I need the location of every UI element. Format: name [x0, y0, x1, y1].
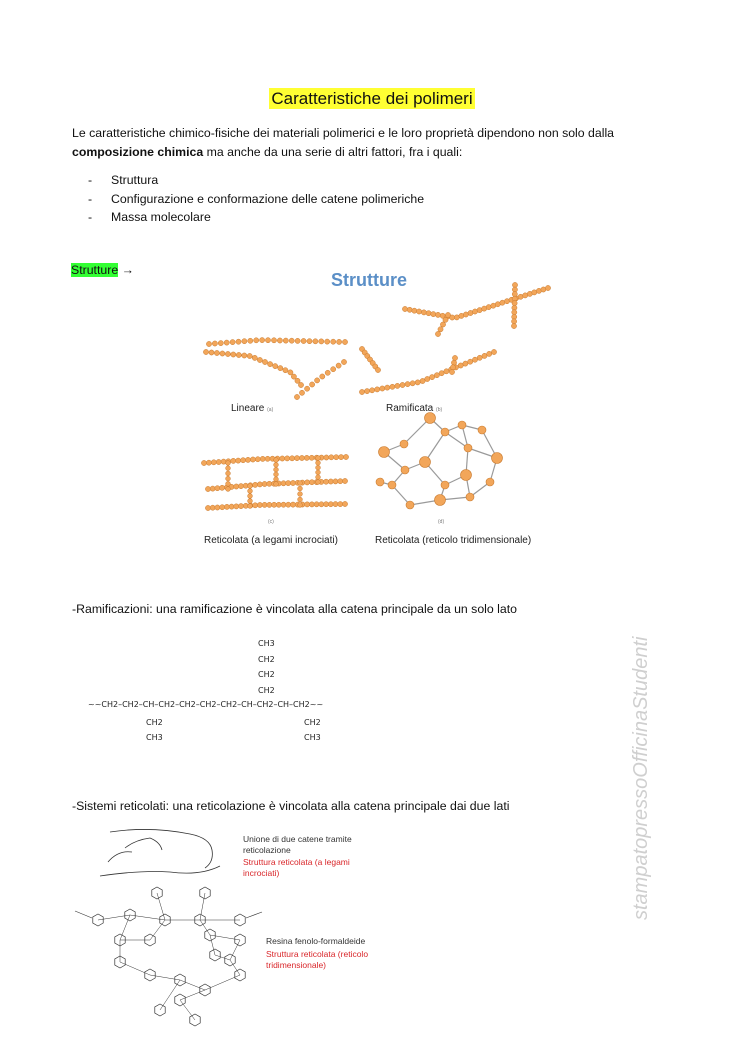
bead	[511, 323, 516, 328]
bead	[545, 285, 550, 290]
bead	[328, 479, 333, 484]
bead	[316, 460, 321, 465]
bead	[285, 456, 290, 461]
bead	[262, 502, 267, 507]
bead	[375, 367, 380, 372]
bead	[329, 455, 334, 460]
bead	[324, 479, 329, 484]
bead	[226, 481, 231, 486]
bead	[248, 494, 253, 499]
bead	[216, 459, 221, 464]
bead	[482, 353, 487, 358]
bead	[226, 476, 231, 481]
bead	[435, 312, 440, 317]
bead	[421, 310, 426, 315]
bead	[260, 456, 265, 461]
bead	[218, 341, 223, 346]
list-item: - Struttura	[88, 171, 424, 190]
bead	[430, 375, 435, 380]
caption-letter-b: (b)	[436, 407, 443, 413]
sketch-line	[246, 912, 262, 918]
bead	[231, 458, 236, 463]
network-node	[492, 453, 503, 464]
bead	[214, 350, 219, 355]
bead	[491, 349, 496, 354]
chem-ch2: CH2	[258, 685, 275, 695]
bead	[316, 465, 321, 470]
bead	[274, 467, 279, 472]
bead	[452, 355, 457, 360]
bead	[438, 327, 443, 332]
sketch-line	[160, 980, 180, 1010]
bead	[298, 486, 303, 491]
note-red-2: Struttura reticolata (reticolo tridimensionale)	[266, 949, 369, 970]
bead	[231, 352, 236, 357]
bead	[395, 383, 400, 388]
bead	[281, 481, 286, 486]
bead	[229, 504, 234, 509]
watermark	[630, 540, 660, 920]
bead	[298, 503, 303, 508]
intro-bold: composizione chimica	[72, 145, 204, 159]
bead	[342, 478, 347, 483]
sketch-line	[180, 1000, 195, 1020]
bead	[260, 338, 265, 343]
bead	[205, 505, 210, 510]
bead	[224, 504, 229, 509]
bead	[289, 338, 294, 343]
bead	[236, 458, 241, 463]
bead	[407, 307, 412, 312]
bead	[245, 457, 250, 462]
sketch-line	[150, 920, 165, 940]
sketch-line	[100, 866, 220, 876]
bead	[370, 388, 375, 393]
network-node	[400, 440, 408, 448]
bead	[226, 471, 231, 476]
bead	[241, 458, 246, 463]
bead	[288, 370, 293, 375]
bead	[274, 458, 279, 463]
bead	[274, 462, 279, 467]
bead	[255, 457, 260, 462]
network-node	[388, 481, 396, 489]
bead	[338, 479, 343, 484]
sketch-line	[215, 955, 230, 960]
bead	[226, 487, 231, 492]
bead	[201, 460, 206, 465]
bead	[299, 455, 304, 460]
bead	[331, 339, 336, 344]
caption-reticolata-b: Reticolata (reticolo tridimensionale)	[375, 535, 532, 546]
bead	[257, 357, 262, 362]
bead	[333, 502, 338, 507]
bead	[247, 353, 252, 358]
network-node	[461, 470, 472, 481]
bead	[477, 355, 482, 360]
network-node	[486, 478, 494, 486]
bead	[305, 386, 310, 391]
bead	[267, 481, 272, 486]
bead	[295, 338, 300, 343]
bead	[271, 338, 276, 343]
sketch-line	[205, 975, 240, 990]
bead	[248, 504, 253, 509]
chem-ch3: CH3	[146, 733, 163, 742]
network-node	[435, 495, 446, 506]
bead	[265, 338, 270, 343]
bead	[444, 369, 449, 374]
bead	[402, 306, 407, 311]
bead	[274, 472, 279, 477]
bead	[328, 502, 333, 507]
network-node	[376, 478, 384, 486]
bead	[291, 374, 296, 379]
sketch-line	[120, 962, 150, 975]
bead-chains	[201, 282, 550, 510]
bead	[445, 312, 450, 317]
bead	[342, 501, 347, 506]
bead	[315, 378, 320, 383]
bead	[277, 338, 282, 343]
bead	[440, 322, 445, 327]
caption-reticolata-a: Reticolata (a legami incrociati)	[204, 535, 338, 546]
ramificazioni-heading: -Ramificazioni: una ramificazione è vincolata alla catena principale da un solo lato	[72, 602, 517, 616]
intro-text-after: ma anche da una serie di altri fattori, fra i quali:	[203, 145, 463, 159]
bead	[224, 340, 229, 345]
bead	[281, 502, 286, 507]
bead	[262, 359, 267, 364]
sketch-line	[210, 935, 240, 940]
bead	[206, 460, 211, 465]
note-red-1: Struttura reticolata (a legami incrociati)	[243, 857, 350, 878]
network-node	[458, 421, 466, 429]
bead	[309, 502, 314, 507]
sketch-line	[75, 911, 92, 918]
branch-substituent	[258, 636, 275, 698]
bead	[283, 338, 288, 343]
note-unione: Unione di due catene tramite reticolazione	[243, 834, 352, 855]
bead	[215, 486, 220, 491]
bead	[309, 455, 314, 460]
bead	[286, 481, 291, 486]
bead	[280, 456, 285, 461]
bead	[380, 386, 385, 391]
bead	[220, 351, 225, 356]
bead	[276, 502, 281, 507]
sketch-line	[125, 838, 162, 850]
bead	[325, 339, 330, 344]
network-structure	[376, 413, 503, 510]
network-node	[478, 426, 486, 434]
bead	[359, 389, 364, 394]
bead	[203, 349, 208, 354]
side-group-right	[304, 715, 321, 745]
bead	[253, 503, 258, 508]
network-node	[441, 428, 449, 436]
bead	[294, 394, 299, 399]
bead	[324, 502, 329, 507]
bead	[250, 457, 255, 462]
bead	[305, 480, 310, 485]
network-node	[420, 457, 431, 468]
bead	[230, 340, 235, 345]
figure-title: Strutture	[331, 270, 407, 290]
sketch-line	[200, 893, 205, 920]
bead	[257, 502, 262, 507]
bead	[236, 352, 241, 357]
bead	[248, 489, 253, 494]
bead	[331, 367, 336, 372]
bead	[450, 365, 455, 370]
caption-letter-c: (c)	[268, 519, 274, 525]
network-node	[425, 413, 436, 424]
bead	[242, 353, 247, 358]
bead	[238, 484, 243, 489]
caption-ramificata-text: Ramificata	[386, 403, 434, 414]
bead	[310, 382, 315, 387]
strutture-highlight: Strutture	[71, 263, 119, 277]
bead	[314, 502, 319, 507]
bead	[385, 385, 390, 390]
bead	[238, 504, 243, 509]
bead	[412, 308, 417, 313]
reticolati-heading: -Sistemi reticolati: una reticolazione è vincolata alla catena principale dai due lati	[72, 799, 510, 813]
bead	[272, 502, 277, 507]
bead	[304, 455, 309, 460]
bead	[400, 382, 405, 387]
bead	[248, 499, 253, 504]
bead	[299, 390, 304, 395]
bead	[375, 387, 380, 392]
bead	[283, 368, 288, 373]
chem-ch3: CH3	[258, 639, 275, 648]
bead	[295, 378, 300, 383]
bead	[254, 338, 259, 343]
bead	[426, 311, 431, 316]
bead	[298, 497, 303, 502]
sketch-line	[110, 829, 212, 868]
sketch-line	[120, 915, 130, 940]
caption-letter-a: (a)	[267, 407, 274, 413]
chem-ch3: CH3	[304, 733, 321, 742]
bead	[301, 338, 306, 343]
chem-ch2: CH2	[258, 670, 275, 679]
network-node	[379, 447, 390, 458]
bead	[225, 351, 230, 356]
bead	[267, 502, 272, 507]
bead	[309, 480, 314, 485]
bead	[365, 389, 370, 394]
chem-ch2: CH2	[258, 654, 275, 664]
bead	[410, 381, 415, 386]
bead	[205, 486, 210, 491]
bead	[342, 339, 347, 344]
bead	[338, 502, 343, 507]
bead	[220, 485, 225, 490]
bead	[316, 456, 321, 461]
bead	[415, 380, 420, 385]
bead	[262, 481, 267, 486]
caption-lineare-text: Lineare	[231, 403, 265, 414]
bead	[274, 482, 279, 487]
bead	[210, 505, 215, 510]
reticolati-diagrams	[75, 829, 262, 1026]
page-title-text: Caratteristiche dei polimeri	[271, 89, 473, 108]
bead	[417, 309, 422, 314]
bead	[242, 339, 247, 344]
bead	[265, 456, 270, 461]
bead	[458, 363, 463, 368]
bead	[425, 376, 430, 381]
bead	[298, 481, 303, 486]
intro-text-before: Le caratteristiche chimico-fisiche dei materiali polimerici e le loro proprietà dipendono non solo dalla	[72, 126, 615, 140]
bead	[206, 341, 211, 346]
bead	[210, 486, 215, 491]
bead	[226, 466, 231, 471]
bead	[468, 359, 473, 364]
bead	[472, 357, 477, 362]
bead	[325, 370, 330, 375]
bead	[274, 477, 279, 482]
bead	[341, 359, 346, 364]
bead	[307, 339, 312, 344]
bead	[319, 502, 324, 507]
bead	[234, 504, 239, 509]
chem-ch2: CH2	[146, 718, 163, 727]
bead	[390, 384, 395, 389]
bead	[290, 502, 295, 507]
bead	[405, 382, 410, 387]
bead	[248, 338, 253, 343]
sketch-line	[210, 935, 215, 955]
bead	[449, 369, 454, 374]
bead	[298, 382, 303, 387]
network-node	[441, 481, 449, 489]
watermark-text: stampatopressoOfficinaStudenti	[630, 636, 652, 920]
note-resina: Resina fenolo-formaldeide	[266, 936, 366, 946]
bead	[298, 492, 303, 497]
bead	[439, 371, 444, 376]
bead	[234, 484, 239, 489]
chem-ch2: CH2	[304, 718, 321, 727]
list-item: - Configurazione e conformazione delle catene polimeriche	[88, 190, 424, 209]
network-node	[466, 493, 474, 501]
bead	[316, 475, 321, 480]
bead	[319, 339, 324, 344]
caption-letter-d: (d)	[438, 519, 445, 525]
bead	[294, 456, 299, 461]
sketch-line	[150, 975, 180, 980]
bead	[212, 341, 217, 346]
bead	[290, 456, 295, 461]
bead	[257, 482, 262, 487]
bead	[435, 331, 440, 336]
bead	[248, 484, 253, 489]
bead	[333, 479, 338, 484]
bead	[420, 378, 425, 383]
network-node	[464, 444, 472, 452]
bead	[286, 502, 291, 507]
bead	[236, 339, 241, 344]
bead	[487, 351, 492, 356]
bead	[220, 505, 225, 510]
bead	[316, 480, 321, 485]
bead	[211, 460, 216, 465]
main-chain: ~~CH2–CH2–CH–CH2–CH2–CH2–CH2–CH–CH2–CH–CH2~~	[88, 700, 324, 709]
bead	[273, 364, 278, 369]
side-group-left	[146, 715, 163, 745]
bead	[339, 455, 344, 460]
bead	[434, 373, 439, 378]
bead	[226, 461, 231, 466]
bead	[316, 470, 321, 475]
bead	[209, 350, 214, 355]
network-node	[406, 501, 414, 509]
bead	[451, 360, 456, 365]
bead	[253, 482, 258, 487]
sketch-line	[108, 852, 132, 862]
bead	[463, 361, 468, 366]
bead	[324, 455, 329, 460]
bead	[215, 505, 220, 510]
bead	[305, 502, 310, 507]
sketch-line	[180, 980, 205, 990]
bead	[337, 339, 342, 344]
bead	[278, 366, 283, 371]
arrow-icon: →	[118, 263, 134, 277]
bead	[443, 317, 448, 322]
caption-ramificata	[386, 403, 442, 414]
list-item: - Massa molecolare	[88, 208, 424, 227]
bead	[320, 374, 325, 379]
bead	[290, 480, 295, 485]
bead	[334, 455, 339, 460]
caption-lineare	[231, 403, 273, 414]
bead	[313, 339, 318, 344]
bead	[343, 454, 348, 459]
network-node	[401, 466, 409, 474]
bead	[431, 312, 436, 317]
bead	[252, 355, 257, 360]
bead	[268, 362, 273, 367]
sketch-line	[98, 915, 130, 920]
sketch-line	[180, 990, 205, 1000]
bead	[336, 363, 341, 368]
